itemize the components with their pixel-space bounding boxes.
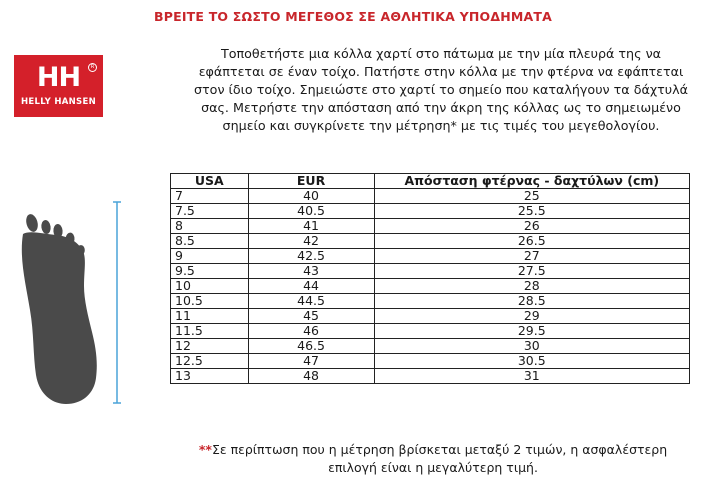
table-row	[171, 354, 690, 369]
cell-eur: 41	[248, 219, 374, 234]
header-eur: EUR	[248, 174, 374, 189]
instructions-line: εφάπτεται σε έναν τοίχο. Πατήστε στην κόλλα με την φτέρνα να εφάπτεται	[198, 64, 684, 80]
header-usa: USA	[171, 174, 249, 189]
cell-usa: 8.5	[171, 234, 249, 249]
instructions-line: Τοποθετήστε μια κόλλα χαρτί στο πάτωμα με την μία πλευρά της να	[220, 46, 662, 61]
cell-eur: 44.5	[248, 294, 374, 309]
cell-cm: 31	[374, 369, 689, 384]
cell-cm: 25.5	[374, 204, 689, 219]
cell-cm: 29.5	[374, 324, 689, 339]
cell-eur: 43	[248, 264, 374, 279]
cell-eur: 45	[248, 309, 374, 324]
cell-usa: 9	[171, 249, 249, 264]
footprint-icon	[22, 213, 97, 404]
header-heel-toe-cm: Απόσταση φτέρνας - δαχτύλων (cm)	[374, 174, 689, 189]
cell-cm: 26.5	[374, 234, 689, 249]
cell-cm: 28	[374, 279, 689, 294]
cell-usa: 13	[171, 369, 249, 384]
cell-cm: 29	[374, 309, 689, 324]
footnote-text: Σε περίπτωση που η μέτρηση βρίσκεται μεταξύ 2 τιμών, η ασφαλέστερη	[211, 442, 668, 457]
cell-eur: 48	[248, 369, 374, 384]
cell-eur: 42	[248, 234, 374, 249]
page-title: ΒΡΕΙΤΕ ΤΟ ΣΩΣΤΟ ΜΕΓΕΘΟΣ ΣΕ ΑΘΛΗΤΙΚΑ ΥΠΟΔΗΜΑΤΑ	[154, 9, 552, 24]
table-row	[171, 219, 690, 234]
instructions-line: σημείο και συγκρίνετε την μέτρηση* με τις τιμές του μεγεθολογίου.	[222, 118, 660, 134]
cell-cm: 30	[374, 339, 689, 354]
footnote-stars: **	[198, 442, 212, 457]
cell-usa: 11	[171, 309, 249, 324]
table-row	[171, 369, 690, 384]
cell-cm: 30.5	[374, 354, 689, 369]
cell-usa: 10	[171, 279, 249, 294]
cell-cm: 27	[374, 249, 689, 264]
logo-mark: HH	[36, 62, 81, 93]
table-row	[171, 234, 690, 249]
footnote-line: επιλογή είναι η μεγαλύτερη τιμή.	[328, 459, 538, 475]
cell-cm: 26	[374, 219, 689, 234]
cell-eur: 40.5	[248, 204, 374, 219]
instructions-line: σας. Μετρήστε την απόσταση από την άκρη της κόλλας ως το σημειωμένο	[201, 100, 681, 116]
cell-cm: 28.5	[374, 294, 689, 309]
cell-usa: 7	[171, 189, 249, 204]
table-row	[171, 189, 690, 204]
table-row	[171, 339, 690, 354]
footnote	[160, 441, 706, 476]
cell-eur: 47	[248, 354, 374, 369]
registered-icon: R	[88, 63, 97, 72]
table-row	[171, 309, 690, 324]
logo-brand-name: HELLY HANSEN	[21, 97, 96, 107]
cell-usa: 10.5	[171, 294, 249, 309]
cell-usa: 9.5	[171, 264, 249, 279]
cell-usa: 11.5	[171, 324, 249, 339]
cell-usa: 12.5	[171, 354, 249, 369]
cell-eur: 42.5	[248, 249, 374, 264]
table-row	[171, 204, 690, 219]
table-row	[171, 249, 690, 264]
cell-eur: 46.5	[248, 339, 374, 354]
table-row	[171, 264, 690, 279]
size-chart-table	[170, 173, 690, 384]
cell-eur: 44	[248, 279, 374, 294]
instructions-line: στον ίδιο τοίχο. Σημειώστε στο χαρτί το σημείο που καταλήγουν τα δάχτυλά	[194, 82, 688, 98]
cell-eur: 40	[248, 189, 374, 204]
table-row	[171, 294, 690, 309]
table-row	[171, 324, 690, 339]
cell-cm: 25	[374, 189, 689, 204]
cell-usa: 12	[171, 339, 249, 354]
footnote-line	[160, 441, 706, 459]
cell-cm: 27.5	[374, 264, 689, 279]
table-row	[171, 279, 690, 294]
cell-usa: 7.5	[171, 204, 249, 219]
cell-eur: 46	[248, 324, 374, 339]
table-header-row	[171, 174, 690, 189]
cell-usa: 8	[171, 219, 249, 234]
measure-line	[113, 202, 121, 403]
